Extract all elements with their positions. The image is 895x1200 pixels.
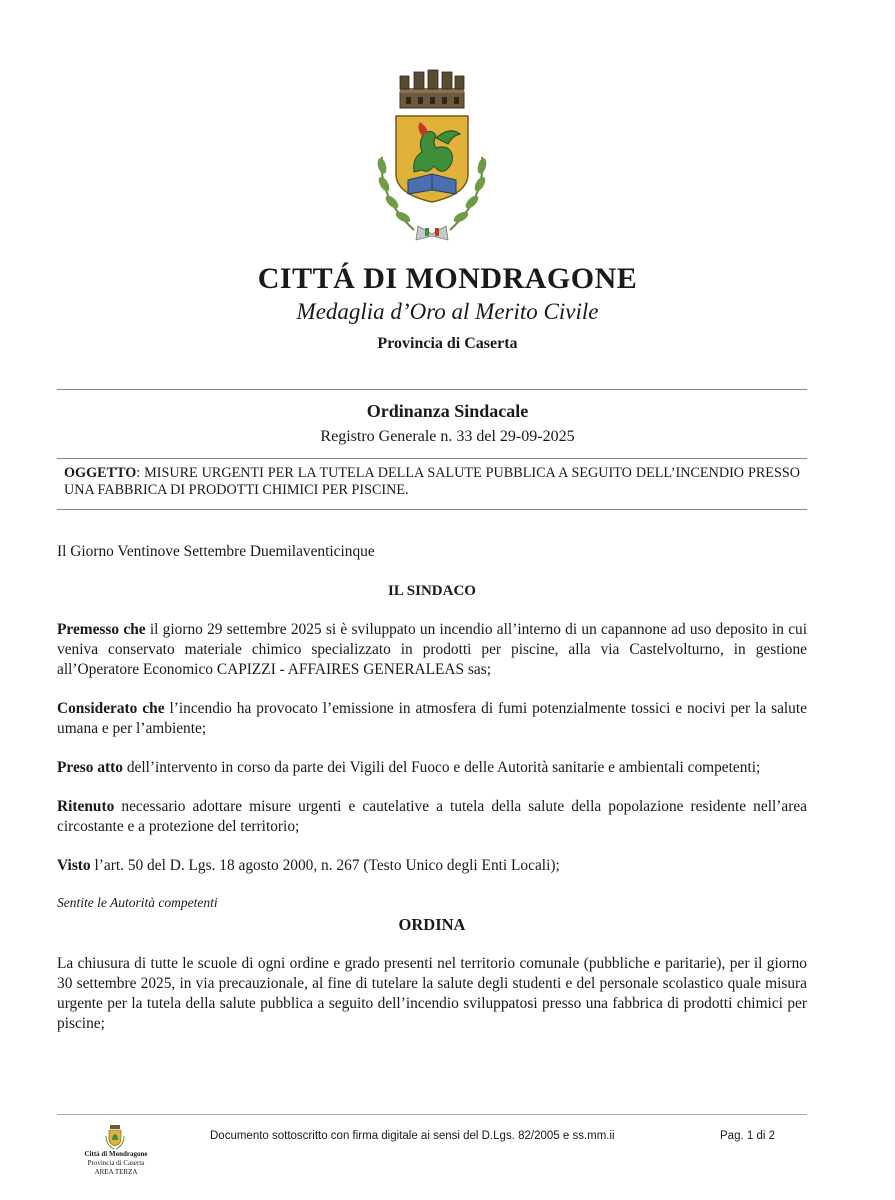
paragraph-text: l’incendio ha provocato l’emissione in atmosfera di fumi potenzialmente tossici e nocivi per la salute umana e per l’ambiente; <box>57 700 807 737</box>
province-name: Provincia di Caserta <box>377 335 518 352</box>
divider <box>57 458 807 459</box>
city-name: CITTÁ DI MONDRAGONE <box>257 262 638 295</box>
paragraph-lead: Visto <box>57 857 91 874</box>
paragraph-lead: Premesso che <box>57 621 146 638</box>
divider <box>57 509 807 510</box>
subject-text: : MISURE URGENTI PER LA TUTELA DELLA SALUTE PUBBLICA A SEGUITO DELL’INCENDIO PRESSO UNA FABBRICA DI PRODOTTI CHIMICI PER PISCINE. <box>64 465 800 498</box>
premise-paragraph <box>57 856 807 876</box>
ordinance-body <box>57 542 807 1053</box>
order-paragraph: La chiusura di tutte le scuole di ogni ordine e grado presenti nel territorio comunale (pubbliche e paritarie), per il giorno 30 settembre 2025, in via precauzionale, al fine di tutelare la salute degli studenti e del personale scolastico quale misura urgente per la tutela della salute pubblica a seguito dell’incendio sviluppatosi presso una fabbrica di prodotti chimici per piscine; <box>57 955 807 1032</box>
paragraph-lead: Preso atto <box>57 759 123 776</box>
premise-paragraph <box>57 620 807 680</box>
footer-org-province: Provincia di Caserta <box>87 1159 145 1167</box>
digital-signature-note: Documento sottoscritto con firma digitale ai sensi del D.Lgs. 82/2005 e ss.mm.ii <box>210 1130 615 1142</box>
paragraph-text: dell’intervento in corso da parte dei Vigili del Fuoco e delle Autorità sanitarie e ambientali competenti; <box>122 759 761 776</box>
paragraph-text: il giorno 29 settembre 2025 si è sviluppato un incendio all’interno di un capannone ad uso deposito in cui veniva conservato materiale chimico specializzato in prodotti per piscine, alla via Castelvolturno, in gestione all’Operatore Economico CAPIZZI - AFFAIRES GENERALEAS sas; <box>57 621 807 678</box>
authorities-heard-line: Sentite le Autorità competenti <box>57 895 218 910</box>
date-line: Il Giorno Ventinove Settembre Duemilaventicinque <box>57 543 375 560</box>
registry-number: Registro Generale n. 33 del 29-09-2025 <box>320 428 575 445</box>
footer-org-name: Città di Mondragone <box>84 1150 148 1158</box>
subject-label: OGGETTO <box>64 465 137 481</box>
footer-divider <box>57 1114 807 1115</box>
coat-of-arms-icon <box>362 62 502 247</box>
paragraph-lead: Considerato che <box>57 700 165 717</box>
subject-block <box>64 465 800 499</box>
divider <box>57 389 807 390</box>
footer-org-area: AREA TERZA <box>94 1168 138 1176</box>
premise-paragraph <box>57 758 807 778</box>
paragraph-text: l’art. 50 del D. Lgs. 18 agosto 2000, n. 267 (Testo Unico degli Enti Locali); <box>90 857 560 874</box>
orders-heading: ORDINA <box>398 915 466 934</box>
footer-organization <box>68 1150 164 1177</box>
ordinance-title: Ordinanza Sindacale <box>366 401 529 421</box>
paragraph-lead: Ritenuto <box>57 798 115 815</box>
page-number: Pag. 1 di 2 <box>720 1130 775 1142</box>
paragraph-text: necessario adottare misure urgenti e cautelative a tutela della salute della popolazione residente nell’area circostante e a protezione del territorio; <box>57 798 807 835</box>
city-subtitle: Medaglia d’Oro al Merito Civile <box>296 299 599 324</box>
premise-paragraph <box>57 797 807 837</box>
premise-paragraph <box>57 699 807 739</box>
footer-coat-of-arms-icon <box>103 1124 127 1150</box>
mayor-heading: IL SINDACO <box>388 583 476 599</box>
